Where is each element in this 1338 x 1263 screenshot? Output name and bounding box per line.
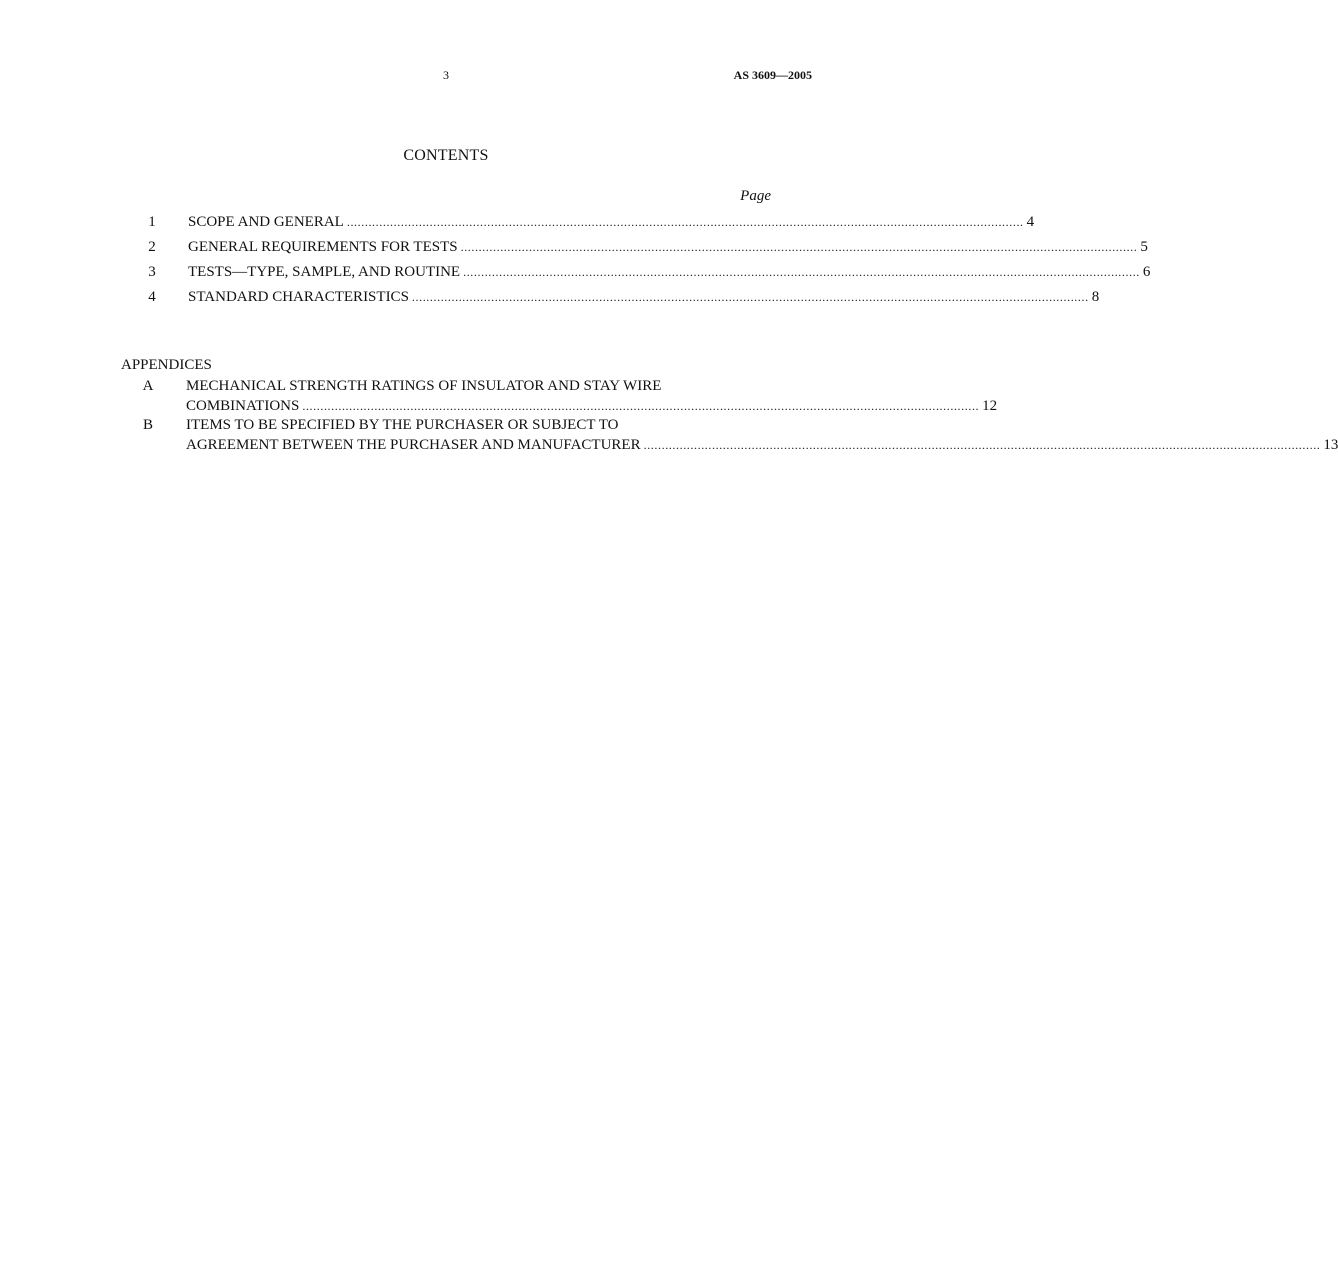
appendix-title-line: MECHANICAL STRENGTH RATINGS OF INSULATOR AND STAY WIRE bbox=[186, 378, 662, 394]
toc-entry-number: 3 bbox=[148, 264, 156, 280]
toc-entry-title: STANDARD CHARACTERISTICS bbox=[188, 289, 409, 305]
toc-entry-page: 6 bbox=[1142, 264, 1151, 280]
dot-leader: ............................................................................................................................................................................................ bbox=[460, 240, 1138, 254]
dot-leader: ............................................................................................................................................................................................ bbox=[411, 290, 1089, 304]
toc-entry-number: 1 bbox=[148, 214, 156, 230]
toc-entry-title: SCOPE AND GENERAL bbox=[188, 214, 344, 230]
toc-entry[interactable] bbox=[0, 287, 1100, 309]
toc-entry-page: 8 bbox=[1091, 289, 1100, 305]
toc-entry-page: 4 bbox=[1026, 214, 1035, 230]
standard-identifier: AS 3609—2005 bbox=[733, 68, 812, 82]
appendix-title-line: AGREEMENT BETWEEN THE PURCHASER AND MANUFACTURER bbox=[186, 437, 641, 453]
toc-entry-title: TESTS—TYPE, SAMPLE, AND ROUTINE bbox=[188, 264, 461, 280]
appendix-title-line: ITEMS TO BE SPECIFIED BY THE PURCHASER OR SUBJECT TO bbox=[186, 417, 619, 433]
toc-entry[interactable] bbox=[0, 262, 1151, 284]
toc-entry-number: 4 bbox=[148, 289, 156, 305]
toc-entry-number: 2 bbox=[148, 239, 156, 255]
appendix-letter: B bbox=[142, 417, 153, 433]
dot-leader: ............................................................................................................................................................................................ bbox=[463, 265, 1140, 279]
toc-entry-page: 5 bbox=[1140, 239, 1148, 255]
toc-entry-title: GENERAL REQUIREMENTS FOR TESTS bbox=[188, 239, 458, 255]
appendix-letter: A bbox=[142, 378, 154, 394]
toc-entry[interactable] bbox=[0, 237, 1148, 259]
appendices-heading: APPENDICES bbox=[121, 357, 212, 373]
dot-leader: ............................................................................................................................................................................................ bbox=[346, 215, 1024, 229]
page-number: 3 bbox=[443, 68, 449, 82]
appendix-page: 12 bbox=[982, 398, 998, 414]
appendix-title-line: COMBINATIONS bbox=[186, 398, 300, 414]
toc-entry[interactable] bbox=[0, 212, 1035, 234]
appendix-page: 13 bbox=[1323, 437, 1338, 453]
contents-title: CONTENTS bbox=[403, 147, 489, 164]
page-column-heading: Page bbox=[740, 188, 771, 204]
dot-leader: ............................................................................................................................................................................................ bbox=[643, 438, 1321, 452]
dot-leader: ............................................................................................................................................................................................ bbox=[302, 399, 980, 413]
